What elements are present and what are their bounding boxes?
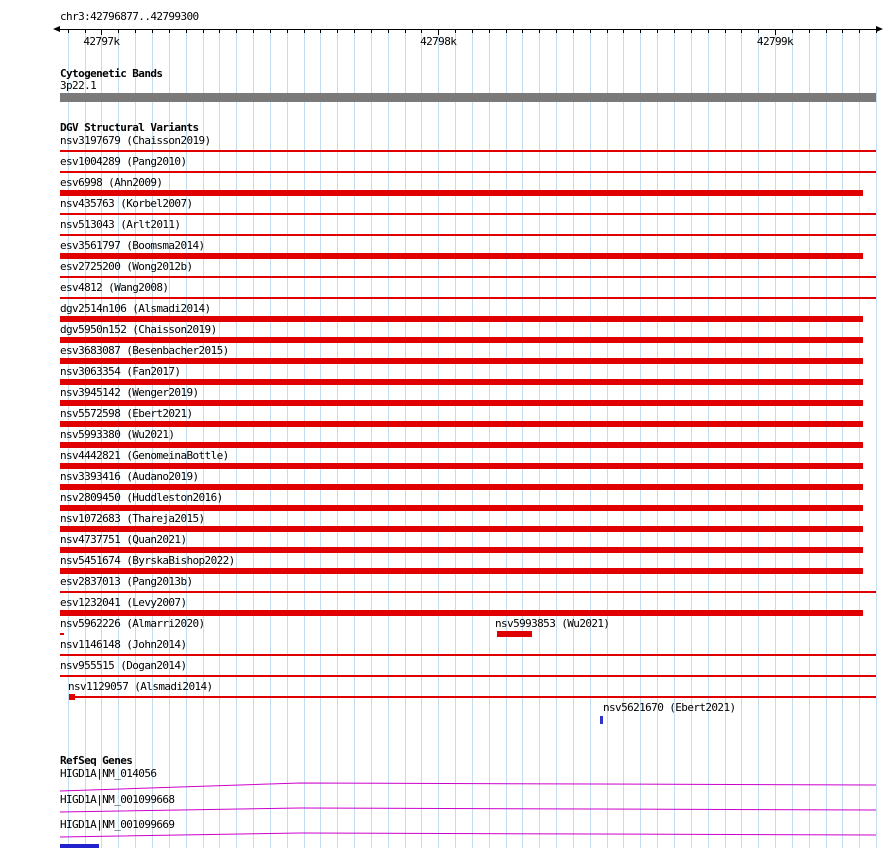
ruler-tick-minor: [354, 30, 355, 33]
gridline: [539, 31, 540, 848]
ruler-tick-minor: [556, 30, 557, 33]
gridline: [421, 31, 422, 848]
gridline: [354, 31, 355, 848]
ruler-tick-minor: [809, 30, 810, 33]
variant-label[interactable]: nsv5962226 (Almarri2020): [60, 617, 205, 630]
ruler-tick-minor: [455, 30, 456, 33]
variant-label[interactable]: nsv5993853 (Wu2021): [495, 617, 610, 630]
variant-label[interactable]: esv3683087 (Besenbacher2015): [60, 344, 229, 357]
gridline: [472, 31, 473, 848]
ruler-tick-minor: [421, 30, 422, 33]
variant-label[interactable]: esv6998 (Ahn2009): [60, 176, 163, 189]
variant-bar[interactable]: [60, 526, 863, 532]
ruler-tick-minor: [826, 30, 827, 33]
ruler-tick-minor: [135, 30, 136, 33]
ruler-tick-minor: [640, 30, 641, 33]
axis-arrow-left-icon: [53, 26, 60, 32]
ruler-tick-minor: [388, 30, 389, 33]
gridline: [573, 31, 574, 848]
variant-label[interactable]: nsv5572598 (Ebert2021): [60, 407, 193, 420]
axis-line: [60, 29, 876, 30]
gene-exon-partial[interactable]: [60, 844, 99, 848]
variant-label[interactable]: esv2837013 (Pang2013b): [60, 575, 193, 588]
gridline: [691, 31, 692, 848]
variant-label[interactable]: nsv5993380 (Wu2021): [60, 428, 175, 441]
ruler-tick-minor: [657, 30, 658, 33]
variant-bar[interactable]: [60, 421, 863, 427]
gene-intron-line: [60, 808, 876, 812]
ruler-tick-minor: [152, 30, 153, 33]
ruler-tick-minor: [792, 30, 793, 33]
gridline: [236, 31, 237, 848]
gridline: [657, 31, 658, 848]
variant-label[interactable]: dgv2514n106 (Alsmadi2014): [60, 302, 211, 315]
ruler-tick-minor: [539, 30, 540, 33]
variant-bar[interactable]: [60, 463, 863, 469]
gridline: [623, 31, 624, 848]
variant-bar[interactable]: [60, 654, 876, 656]
ruler-tick-minor: [758, 30, 759, 33]
gridline: [304, 31, 305, 848]
gridline: [842, 31, 843, 848]
variant-label[interactable]: nsv4737751 (Quan2021): [60, 533, 187, 546]
gridline: [287, 31, 288, 848]
gridline: [186, 31, 187, 848]
ruler-tick-minor: [203, 30, 204, 33]
refseq-genes-header: RefSeq Genes: [60, 754, 133, 767]
variant-bar[interactable]: [60, 547, 863, 553]
dgv-track-header: DGV Structural Variants: [60, 121, 199, 134]
ruler-tick-minor: [186, 30, 187, 33]
variant-bar[interactable]: [60, 358, 863, 364]
variant-label[interactable]: esv1232041 (Levy2007): [60, 596, 187, 609]
ruler-tick-minor: [607, 30, 608, 33]
gridline: [725, 31, 726, 848]
variant-bar[interactable]: [60, 213, 876, 215]
ruler-tick-minor: [169, 30, 170, 33]
gridline: [405, 31, 406, 848]
ruler-tick-minor: [270, 30, 271, 33]
variant-bar[interactable]: [69, 696, 876, 698]
gridline: [506, 31, 507, 848]
ruler-tick-minor: [506, 30, 507, 33]
gridline: [826, 31, 827, 848]
variant-bar[interactable]: [60, 150, 876, 152]
variant-bar[interactable]: [60, 568, 863, 574]
ruler-tick-minor: [691, 30, 692, 33]
gridline: [203, 31, 204, 848]
gridline: [388, 31, 389, 848]
variant-bar[interactable]: [60, 316, 863, 322]
variant-bar[interactable]: [60, 276, 876, 278]
gene-intron-line: [60, 783, 876, 791]
variant-bar[interactable]: [60, 442, 863, 448]
ruler-tick-minor: [68, 30, 69, 33]
ruler-tick-minor: [304, 30, 305, 33]
ruler-tick-minor: [573, 30, 574, 33]
gridline: [775, 31, 776, 848]
gridline: [859, 31, 860, 848]
variant-label[interactable]: nsv1129057 (Alsmadi2014): [68, 680, 213, 693]
gridline: [522, 31, 523, 848]
ruler-tick-minor: [489, 30, 490, 33]
variant-label[interactable]: nsv2809450 (Huddleston2016): [60, 491, 223, 504]
variant-label[interactable]: nsv4442821 (GenomeinaBottle): [60, 449, 229, 462]
ruler-tick-label: 42797k: [83, 35, 120, 48]
gene-transcript-model[interactable]: [60, 805, 876, 819]
gridline: [556, 31, 557, 848]
gridline: [590, 31, 591, 848]
ruler-tick-minor: [522, 30, 523, 33]
variant-label[interactable]: esv2725200 (Wong2012b): [60, 260, 193, 273]
variant-bar[interactable]: [60, 675, 876, 677]
insertion-tick[interactable]: [600, 716, 603, 724]
gridline: [674, 31, 675, 848]
variant-bar[interactable]: [60, 505, 863, 511]
gene-intron-line: [60, 833, 876, 837]
gridline: [455, 31, 456, 848]
variant-label[interactable]: nsv955515 (Dogan2014): [60, 659, 187, 672]
gridline: [438, 31, 439, 848]
gridline: [809, 31, 810, 848]
variant-bar[interactable]: [60, 484, 863, 490]
ruler-tick-minor: [472, 30, 473, 33]
variant-label[interactable]: nsv3063354 (Fan2017): [60, 365, 181, 378]
gridline: [607, 31, 608, 848]
ruler-tick-minor: [405, 30, 406, 33]
cytogenetic-bands-header: Cytogenetic Bands: [60, 67, 163, 80]
variant-bar[interactable]: [60, 234, 876, 236]
gridline: [640, 31, 641, 848]
gridline: [876, 31, 877, 848]
variant-label[interactable]: nsv513043 (Arlt2011): [60, 218, 181, 231]
variant-bar[interactable]: [60, 591, 876, 593]
variant-bar[interactable]: [60, 633, 64, 635]
gridline: [337, 31, 338, 848]
ruler-tick-label: 42798k: [420, 35, 457, 48]
variant-bar[interactable]: [60, 297, 876, 299]
gridline: [253, 31, 254, 848]
ruler-tick-minor: [371, 30, 372, 33]
variant-bar[interactable]: [60, 171, 876, 173]
ruler-tick-minor: [859, 30, 860, 33]
gridline: [320, 31, 321, 848]
gene-label[interactable]: HIGD1A|NM_001099669: [60, 818, 175, 831]
gene-label[interactable]: HIGD1A|NM_014056: [60, 767, 157, 780]
variant-label[interactable]: dgv5950n152 (Chaisson2019): [60, 323, 217, 336]
gridline: [708, 31, 709, 848]
ruler-tick-minor: [876, 30, 877, 33]
variant-label[interactable]: nsv1146148 (John2014): [60, 638, 187, 651]
variant-label[interactable]: nsv1072683 (Thareja2015): [60, 512, 205, 525]
ruler-tick-minor: [287, 30, 288, 33]
ruler-tick-minor: [708, 30, 709, 33]
variant-bar[interactable]: [497, 631, 532, 637]
variant-label[interactable]: nsv5621670 (Ebert2021): [603, 701, 736, 714]
variant-label[interactable]: esv4812 (Wang2008): [60, 281, 169, 294]
ruler-tick-minor: [590, 30, 591, 33]
gridline: [270, 31, 271, 848]
axis-arrow-right-icon: [876, 26, 883, 32]
variant-bar[interactable]: [60, 190, 863, 196]
ruler-tick-minor: [320, 30, 321, 33]
gridline: [371, 31, 372, 848]
ruler-tick-minor: [623, 30, 624, 33]
ruler-tick-label: 42799k: [756, 35, 794, 48]
gridline: [219, 31, 220, 848]
variant-label[interactable]: nsv3197679 (Chaisson2019): [60, 134, 211, 147]
cytoband-bar: [60, 93, 876, 102]
ruler-tick-minor: [842, 30, 843, 33]
ruler-tick-minor: [337, 30, 338, 33]
ruler-tick-minor: [236, 30, 237, 33]
ruler-tick-minor: [219, 30, 220, 33]
variant-bar[interactable]: [60, 253, 863, 259]
variant-bar[interactable]: [60, 337, 863, 343]
ruler-tick-minor: [741, 30, 742, 33]
ruler-tick-minor: [85, 30, 86, 33]
variant-bar[interactable]: [60, 379, 863, 385]
ruler-tick-minor: [725, 30, 726, 33]
ruler-tick-minor: [253, 30, 254, 33]
variant-label[interactable]: esv1004289 (Pang2010): [60, 155, 187, 168]
gridline: [741, 31, 742, 848]
variant-label[interactable]: nsv3945142 (Wenger2019): [60, 386, 199, 399]
gridline: [489, 31, 490, 848]
gene-transcript-model[interactable]: [60, 779, 876, 793]
variant-label[interactable]: esv3561797 (Boomsma2014): [60, 239, 205, 252]
variant-label[interactable]: nsv435763 (Korbel2007): [60, 197, 193, 210]
gene-transcript-model[interactable]: [60, 830, 876, 844]
cytoband-label: 3p22.1: [60, 79, 97, 92]
variant-label[interactable]: nsv5451674 (ByrskaBishop2022): [60, 554, 235, 567]
gridline: [758, 31, 759, 848]
variant-bar[interactable]: [60, 400, 863, 406]
ruler-tick-minor: [674, 30, 675, 33]
ruler-tick-minor: [118, 30, 119, 33]
variant-bar[interactable]: [60, 610, 863, 616]
region-location-label: chr3:42796877..42799300: [60, 10, 199, 23]
gridline: [792, 31, 793, 848]
variant-label[interactable]: nsv3393416 (Audano2019): [60, 470, 199, 483]
gene-label[interactable]: HIGD1A|NM_001099668: [60, 793, 175, 806]
